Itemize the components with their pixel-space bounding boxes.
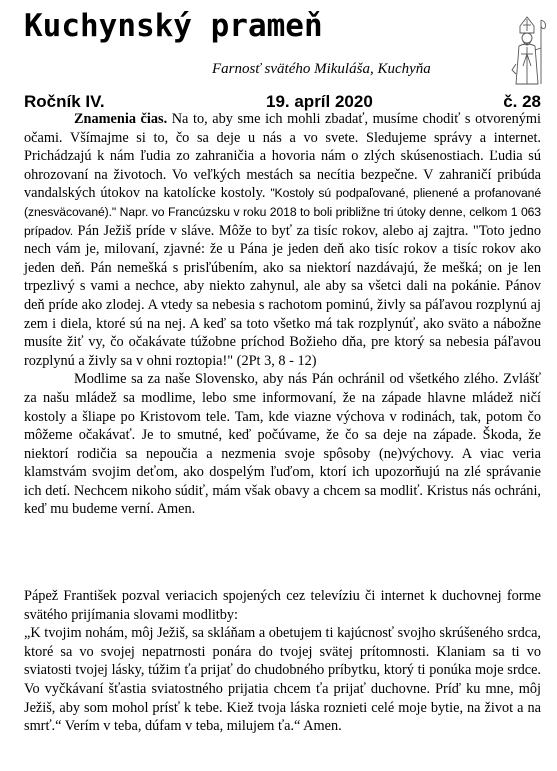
issue-number: č. 28 <box>503 92 541 111</box>
issue-date: 19. apríl 2020 <box>266 92 373 111</box>
article-paragraph-1-rest: Pán Ježiš príde v sláve. Môže to byť za tisíc rokov, alebo aj zajtra. "Toto jedno nech vám je, milovaní, zjavné: že u Pána je jeden deň ako tisíc rokov a tisíc rokov ako jeden deň. Pán nemešká s prisľúbením, ako sa niektorí nazdávajú, že mešká; on je len trpezlivý s vami a nechce, aby niekto zahynul, ale aby sa všetci dali na pokánie. Pánov deň príde ako zlodej. A vtedy sa nebesia s rachotom pominú, živly sa páľavou rozplynú aj zem i diela, ktoré sú na nej. A keď sa toto všetko má tak rozplynúť, ako sväto a nábožne musíte žiť vy, čo očakávate túžobne príchod Božieho dňa, pre ktorý sa nebesia páľavou rozplynú a živly sa v ohni roztopia!" (2Pt 3, 8 - 12) <box>24 222 541 369</box>
newsletter-title: Kuchynský prameň <box>24 8 323 44</box>
article-paragraph-2: Modlime sa za naše Slovensko, aby nás Pán ochránil od všetkého zlého. Zvlášť za našu mládež sa modlime, lebo sme informovaní, že na západe hlavne mládež ničí kostoly a šliape po Kristovom tele. Tam, kde viazne výchova v rodinách, tak, potom čo môžeme očakávať. Je to smutné, keď počúvame, že čo sa deje na západe. Škoda, že niektorí rodičia sa nepoučia a nezmenia svoje spôsoby (ne)výchovy. A viac veria klamstvám svojim deťom, ako dospelým ľuďom, ktorí ich upozorňujú na zlé správanie ich detí. Nechcem nikoho súdiť, mám však obavy a chcem sa modliť. Kristus nás ochráni, keď mu budeme verní. Amen. <box>24 371 541 518</box>
parish-subtitle: Farnosť svätého Mikuláša, Kuchyňa <box>212 61 431 77</box>
article-paragraph-1 <box>24 110 541 370</box>
article-paragraph-1-text: Na to, aby sme ich mohli zbadať, musíme chodiť s otvorenými očami. Všímajme si to, čo sa deje u nás a vo svete. Sledujeme správy a internet. Prichádzajú k nám ľudia zo zahraničia a hovoria nám o zlých skúsenostiach. Ľudia sú ohrozovaní na životoch. Vo veľkých mestách sa necítia bezpečne. V zahraničí pribúda vandalských útokov na katolícke kostoly. <box>24 111 541 202</box>
issue-volume: Ročník IV. <box>24 92 105 111</box>
prayer-section <box>24 587 541 736</box>
article-quote: "Kostoly sú podpaľované, plienené a profanované (znesväcované)." Napr. vo Francúzsku v roku 2018 to boli približne tri útoky denne, celkom 1 063 prípadov. <box>24 186 542 238</box>
saint-nicholas-illustration <box>505 14 549 88</box>
article-heading: Znamenia čias. <box>74 111 168 127</box>
main-article <box>24 110 541 519</box>
prayer-intro: Pápež František pozval veriacich spojených cez televíziu či internet k duchovnej forme svätého prijímania slovami modlitby: <box>24 588 541 623</box>
prayer-text: „K tvojim nohám, môj Ježiš, sa skláňam a obetujem ti kajúcnosť svojho skrúšeného srdca, ktoré sa vo svojej nepatrnosti ponára do tvojej svätej prítomnosti. Klaniam sa ti vo sviatosti tvojej lásky, túžim ťa prijať do chudobného príbytku, ktorý ti ponúka moje srdce. Vo vyčkávaní šťastia sviatostného prijatia chcem ťa prijať duchovne. Príď ku mne, môj Ježiš, aby som mohol prísť k tebe. Kiež tvoja láska roznieti celé moje bytie, na život a na smrť.“ Verím v teba, dúfam v teba, milujem ťa.“ Amen. <box>24 625 541 735</box>
